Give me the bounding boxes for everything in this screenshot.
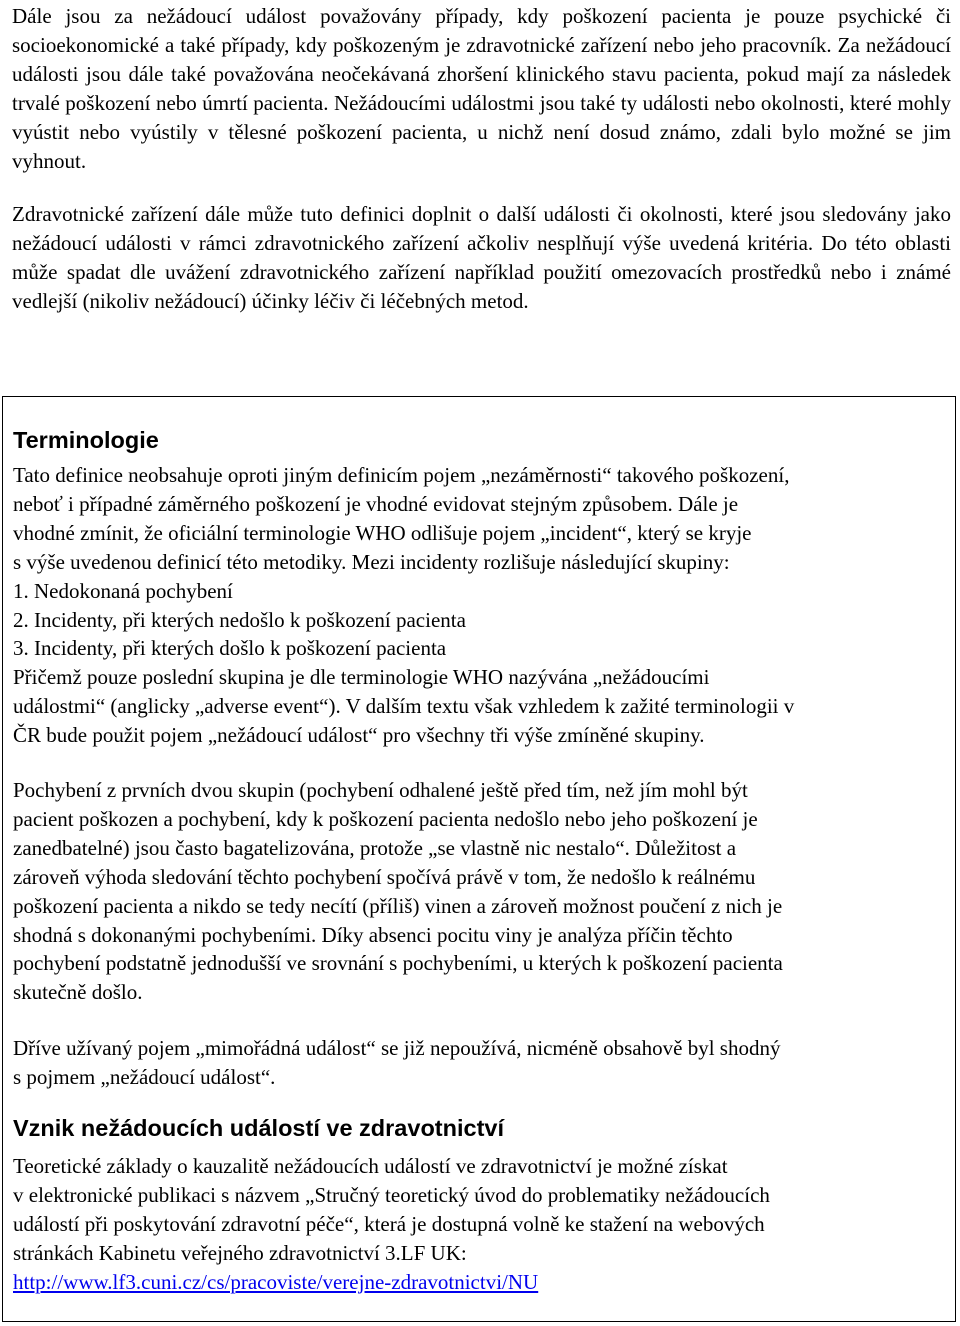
text-line: pochybení podstatně jednodušší ve srovnání s pochybeními, u kterých k poškození pacienta [13, 951, 783, 976]
text-line: shodná s dokonanými pochybeními. Díky absenci pocitu viny je analýza příčin těchto [13, 922, 733, 947]
terminology-heading: Terminologie [13, 427, 159, 453]
text-line: událostí při poskytování zdravotní péče“, která je dostupná volně ke stažení na webových [13, 1211, 765, 1236]
text-line: neboť i případné záměrného poškození je vhodné evidovat stejným způsobem. Dále je [13, 491, 739, 516]
text-line: Teoretické základy o kauzalitě nežádoucích událostí ve zdravotnictví je možné získat [13, 1154, 728, 1178]
text-line: poškození pacienta a nikdo se tedy necítí (příliš) vinen a zároveň možnost poučení z nich je [13, 893, 783, 918]
intro-paragraph-1: Dále jsou za nežádoucí událost považovány případy, kdy poškození pacienta je pouze psychické či socioekonomické a také případy, kdy poškozeným je zdravotnické zařízení nebo jeho pracovník. Za nežádoucí události jsou dále také považována neočekávaná zhoršení klinického stavu pacienta, pokud mají za následek trvalé poškození nebo úmrtí pacienta. Nežádoucími událostmi jsou také ty události nebo okolnosti, které mohly vyústit nebo vyústily v tělesné poškození pacienta, u nichž není dosud známo, zdali bylo možné se jim vyhnout. [12, 4, 951, 173]
text-line: pacient poškozen a pochybení, kdy k poškození pacienta nedošlo nebo jeho poškození je [13, 806, 758, 831]
text-line: Tato definice neobsahuje oproti jiným definicím pojem „nezáměrnosti“ takového poškození, [13, 463, 790, 487]
text-line: v elektronické publikaci s názvem „Stručný teoretický úvod do problematiky nežádoucích [13, 1182, 770, 1207]
text-line: Dříve užívaný pojem „mimořádná událost“ se již nepoužívá, nicméně obsahově byl shodný [13, 1036, 781, 1060]
terminology-paragraph-1 [13, 461, 943, 750]
terminology-box [2, 396, 956, 1322]
list-item: 1. Nedokonaná pochybení [13, 578, 233, 603]
intro-paragraph-2: Zdravotnické zařízení dále může tuto definici doplnit o další události či okolnosti, které jsou sledovány jako nežádoucí události v rámci zdravotnického zařízení ačkoliv nesplňují výše uvedená kritéria. Do této oblasti může spadat dle uvážení zdravotnického zařízení například použití omezovacích prostředků nebo i známé vedlejší (nikoliv nežádoucí) účinky léčiv či léčebných metod. [12, 202, 951, 314]
terminology-paragraph-2 [13, 776, 943, 1007]
origin-paragraph [13, 1152, 943, 1297]
list-item: 2. Incidenty, při kterých nedošlo k poškození pacienta [13, 607, 466, 632]
web-link[interactable]: http://www.lf3.cuni.cz/cs/pracoviste/verejne-zdravotnictvi/NU [13, 1269, 539, 1294]
text-line: stránkách Kabinetu veřejného zdravotnictví 3.LF UK: [13, 1240, 467, 1265]
text-line: s výše uvedenou definicí této metodiky. Mezi incidenty rozlišuje následující skupiny: [13, 549, 730, 574]
text-line: ČR bude použit pojem „nežádoucí událost“ pro všechny tři výše zmíněné skupiny. [13, 723, 705, 748]
terminology-paragraph-3 [13, 1034, 943, 1092]
text-line: s pojmem „nežádoucí událost“. [13, 1064, 276, 1089]
text-line: zároveň výhoda sledování těchto pochybení spočívá právě v tom, že nedošlo k reálnému [13, 864, 756, 889]
text-line: Přičemž pouze poslední skupina je dle terminologie WHO nazývána „nežádoucími [13, 665, 710, 690]
text-line: Pochybení z prvních dvou skupin (pochybení odhalené ještě před tím, než jím mohl být [13, 778, 748, 802]
list-item: 3. Incidenty, při kterých došlo k poškození pacienta [13, 636, 447, 661]
text-line: událostmi“ (anglicky „adverse event“). V dalším textu však vzhledem k zažité terminologii v [13, 694, 795, 719]
text-line: zanedbatelné) jsou často bagatelizována, protože „se vlastně nic nestalo“. Důležitost a [13, 835, 737, 860]
intro-section [12, 2, 951, 316]
text-line: vhodné zmínit, že oficiální terminologie WHO odlišuje pojem „incident“, který se kryje [13, 520, 752, 545]
text-line: skutečně došlo. [13, 980, 143, 1005]
origin-heading: Vznik nežádoucích událostí ve zdravotnictví [13, 1115, 504, 1141]
